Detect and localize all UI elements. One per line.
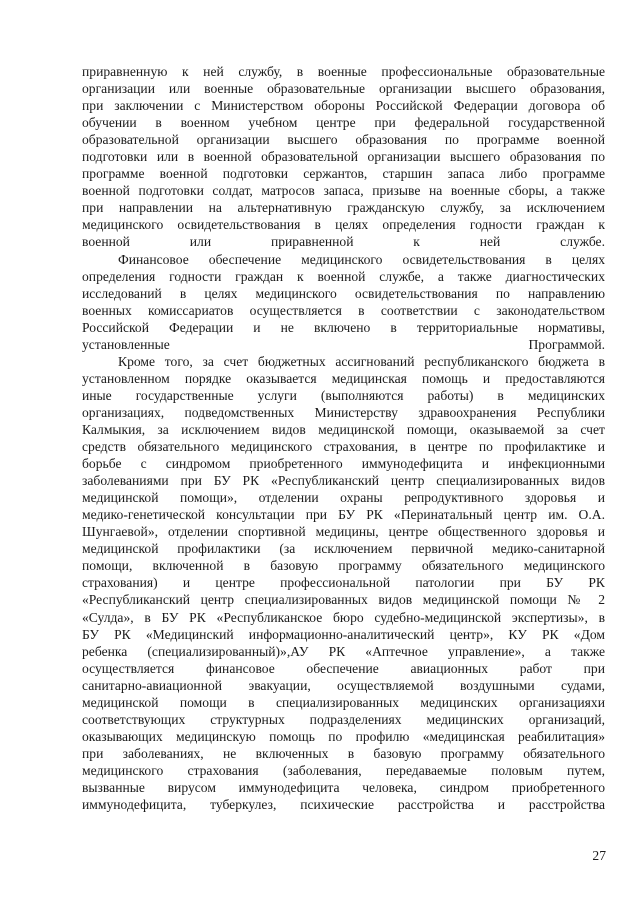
text-line: соответствующих структурных подразделениях медицинских организаций, xyxy=(82,711,605,727)
text-line: исследований в целях медицинского освидетельствования по направлению xyxy=(82,285,605,301)
text-line: организации или военные образовательные организации высшего образования, xyxy=(82,81,605,97)
text-line: медицинского страхования (заболевания, передаваемые половым путем, xyxy=(82,762,605,778)
text-line: при заболеваниях, не включенных в базовую программу обязательного xyxy=(82,745,605,761)
text-line: борьбе с синдромом приобретенного иммунодефицита и инфекционными xyxy=(82,456,605,472)
text-line: иные государственные услуги (выполняются работы) в медицинских xyxy=(82,387,605,403)
text-line: образовательной организации высшего образования по программе военной xyxy=(82,132,605,148)
text-line: Шунгаевой», отделении спортивной медицины, центре общественного здоровья и xyxy=(82,524,605,540)
text-line: помощи, включенной в базовую программу обязательного медицинского xyxy=(82,558,605,574)
text-line: Кроме того, за счет бюджетных ассигнований республиканского бюджета в xyxy=(118,353,605,369)
text-line: военной или приравненной к ней службе. xyxy=(82,234,605,250)
text-line: заболеваниями при БУ РК «Республиканский центр специализированных видов xyxy=(82,473,605,489)
text-line: иммунодефицита, туберкулез, психические расстройства и расстройства xyxy=(82,797,605,813)
text-line: «Республиканский центр специализированных видов медицинской помощи № 2 xyxy=(82,592,605,608)
text-line: определения годности граждан к военной службе, а также диагностических xyxy=(82,268,605,284)
text-line: медицинской помощи», отделении охраны репродуктивного здоровья и xyxy=(82,490,605,506)
text-line: «Сулда», в БУ РК «Республиканское бюро судебно-медицинской экспертизы», в xyxy=(82,609,605,625)
text-line: санитарно-авиационной эвакуации, осуществляемой воздушными судами, xyxy=(82,677,605,693)
paragraph-2 xyxy=(82,251,605,353)
text-line: подготовки или в военной образовательной организации высшего образования по xyxy=(82,149,605,165)
text-line: медицинского освидетельствования в целях определения годности граждан к xyxy=(82,217,605,233)
text-line: Финансовое обеспечение медицинского освидетельствования в целях xyxy=(118,251,605,267)
text-line: средств обязательного медицинского страхования, в центре по профилактике и xyxy=(82,439,605,455)
text-line: организациях, подведомственных Министерству здравоохранения Республики xyxy=(82,404,605,420)
text-line: программе военной подготовки сержантов, старшин запаса либо программе xyxy=(82,166,605,182)
text-line: страхования) и центре профессиональной патологии при БУ РК xyxy=(82,575,605,591)
text-line: БУ РК «Медицинский информационно-аналитический центр», КУ РК «Дом xyxy=(82,626,605,642)
text-line: медицинской профилактики (за исключением первичной медико-санитарной xyxy=(82,541,605,557)
text-line: обучении в военном учебном центре при федеральной государственной xyxy=(82,115,605,131)
text-line: военной подготовки солдат, матросов запаса, призыве на военные сборы, а также xyxy=(82,183,605,199)
text-line: ребенка (специализированный)»,АУ РК «Аптечное управление», а также xyxy=(82,643,605,659)
text-line: оказывающих медицинскую помощь по профилю «медицинская реабилитация» xyxy=(82,728,605,744)
text-line: при заключении с Министерством обороны Российской Федерации договора об xyxy=(82,98,605,114)
text-line: медико-генетической консультации при БУ РК «Перинатальный центр им. О.А. xyxy=(82,507,605,523)
body-text xyxy=(82,63,605,813)
text-line: военных комиссариатов осуществляется в соответствии с законодательством xyxy=(82,302,605,318)
text-line: Российской Федерации и не включено в территориальные нормативы, xyxy=(82,319,605,335)
text-line: медицинской помощи в специализированных медицинских организацияхи xyxy=(82,694,605,710)
text-line: установленном порядке оказывается медицинская помощь и предоставляются xyxy=(82,370,605,386)
text-line: при направлении на альтернативную гражданскую службу, за исключением xyxy=(82,200,605,216)
text-line: вызванные вирусом иммунодефицита человека, синдром приобретенного xyxy=(82,779,605,795)
text-line: приравненную к ней службу, в военные профессиональные образовательные xyxy=(82,64,605,79)
text-line: установленные Программой. xyxy=(82,336,605,352)
paragraph-3 xyxy=(82,353,605,813)
text-line: Калмыкия, за исключением видов медицинской помощи, оказываемой за счет xyxy=(82,421,605,437)
text-line: осуществляется финансовое обеспечение авиационных работ при xyxy=(82,660,605,676)
page-number: 27 xyxy=(592,848,606,863)
paragraph-1 xyxy=(82,63,605,251)
